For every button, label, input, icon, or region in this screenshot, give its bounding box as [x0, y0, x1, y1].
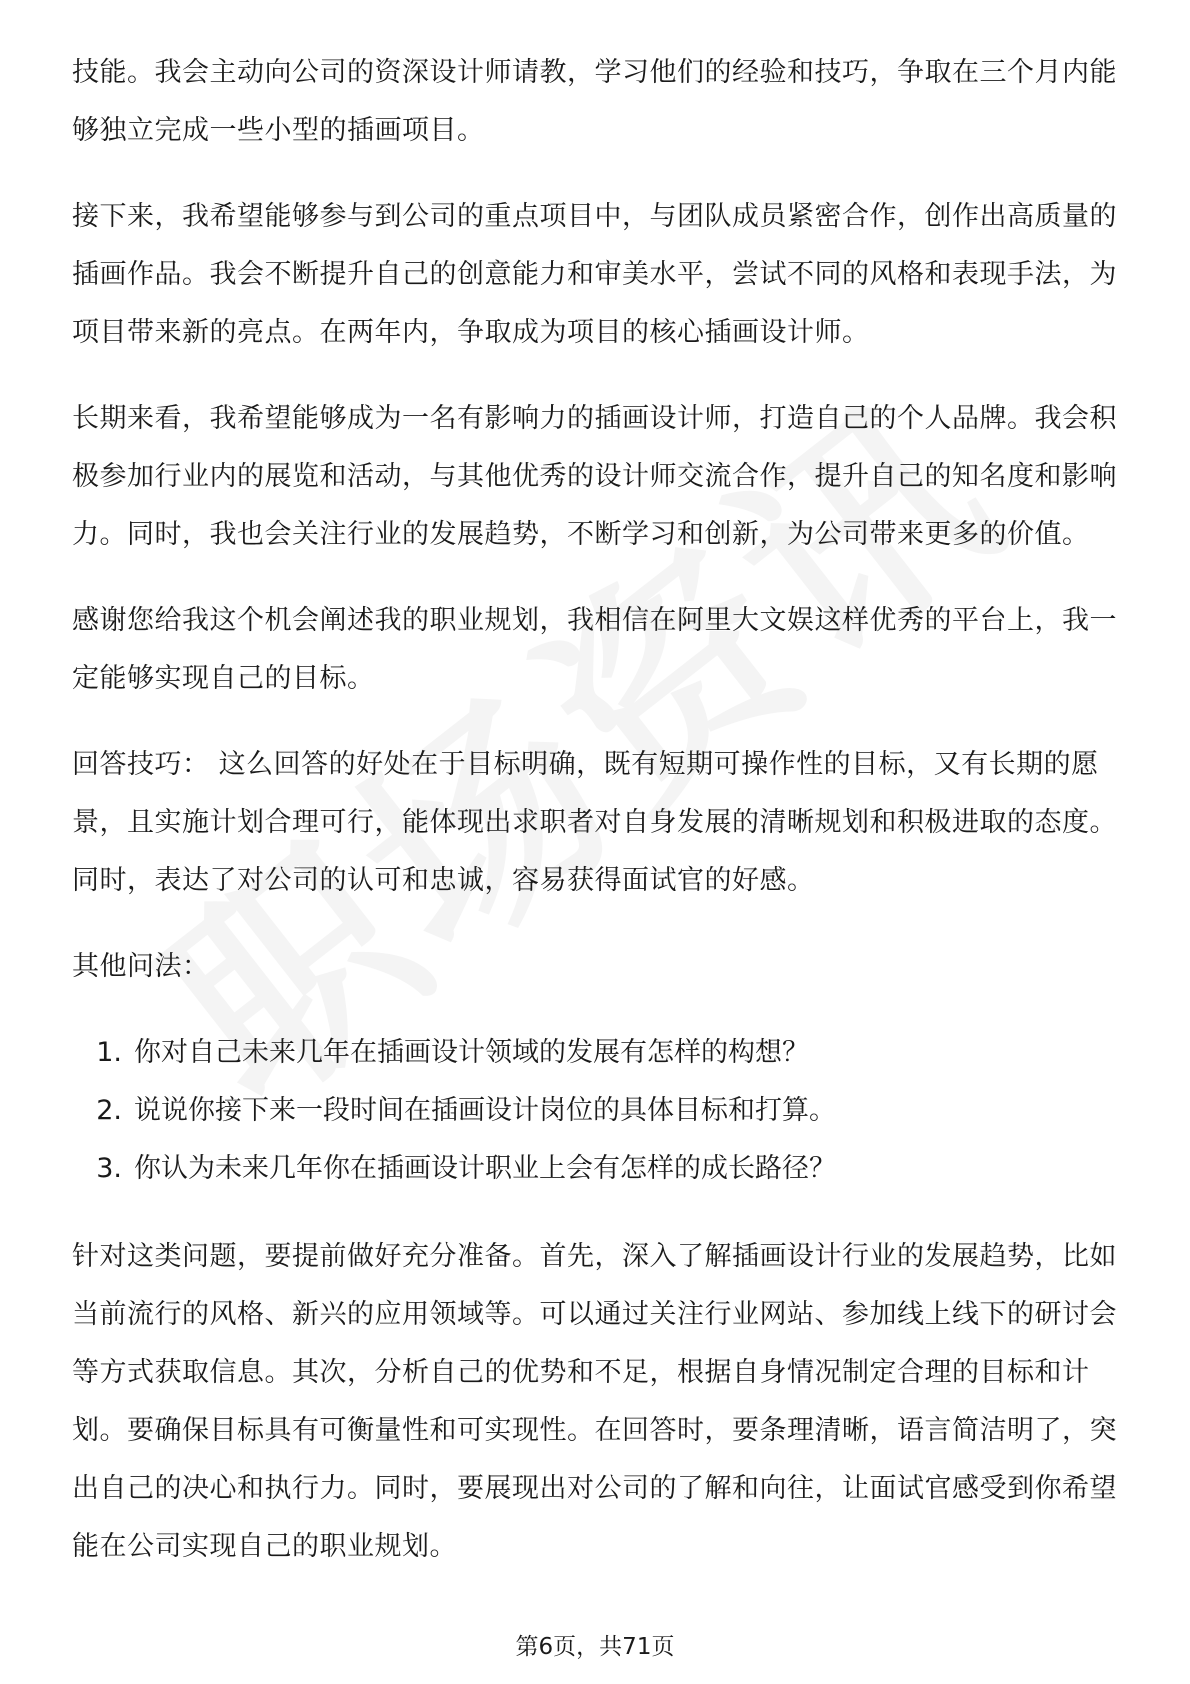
- list-number: 1.: [96, 1037, 122, 1068]
- paragraph-skills: 技能。我会主动向公司的资深设计师请教，学习他们的经验和技巧，争取在三个月内能够独立完成一些小型的插画项目。: [72, 57, 1117, 146]
- paragraph-thanks: 感谢您给我这个机会阐述我的职业规划，我相信在阿里大文娱这样优秀的平台上，我一定能够实现自己的目标。: [72, 605, 1117, 694]
- list-number: 3.: [96, 1153, 122, 1184]
- list-text: 说说你接下来一段时间在插画设计岗位的具体目标和打算。: [134, 1095, 836, 1126]
- paragraph-answer-tips: 回答技巧： 这么回答的好处在于目标明确，既有短期可操作性的目标，又有长期的愿景，且实施计划合理可行，能体现出求职者对自身发展的清晰规划和积极进取的态度。同时，表达了对公司的认可和忠诚，容易获得面试官的好感。: [72, 749, 1117, 896]
- list-text: 你对自己未来几年在插画设计领域的发展有怎样的构想？: [134, 1037, 809, 1068]
- document-body: [72, 44, 1122, 1604]
- list-item: [72, 1082, 1122, 1140]
- paragraph-other-questions-heading: 其他问法：: [72, 951, 210, 982]
- list-item: [72, 1024, 1122, 1082]
- paragraph-next-steps: 接下来，我希望能够参与到公司的重点项目中，与团队成员紧密合作，创作出高质量的插画作品。我会不断提升自己的创意能力和审美水平，尝试不同的风格和表现手法，为项目带来新的亮点。在两年内，争取成为项目的核心插画设计师。: [72, 201, 1117, 348]
- paragraph-preparation-advice: 针对这类问题，要提前做好充分准备。首先，深入了解插画设计行业的发展趋势，比如当前流行的风格、新兴的应用领域等。可以通过关注行业网站、参加线上线下的研讨会等方式获取信息。其次，分析自己的优势和不足，根据自身情况制定合理的目标和计划。要确保目标具有可衡量性和可实现性。在回答时，要条理清晰，语言简洁明了，突出自己的决心和执行力。同时，要展现出对公司的了解和向往，让面试官感受到你希望能在公司实现自己的职业规划。: [72, 1241, 1117, 1562]
- list-item: [72, 1140, 1122, 1198]
- list-number: 2.: [96, 1095, 122, 1126]
- paragraph-long-term: 长期来看，我希望能够成为一名有影响力的插画设计师，打造自己的个人品牌。我会积极参加行业内的展览和活动，与其他优秀的设计师交流合作，提升自己的知名度和影响力。同时，我也会关注行业的发展趋势，不断学习和创新，为公司带来更多的价值。: [72, 403, 1117, 550]
- page-number: 第6页，共71页: [515, 1634, 675, 1660]
- question-list: [72, 1024, 1122, 1198]
- list-text: 你认为未来几年你在插画设计职业上会有怎样的成长路径？: [134, 1153, 836, 1184]
